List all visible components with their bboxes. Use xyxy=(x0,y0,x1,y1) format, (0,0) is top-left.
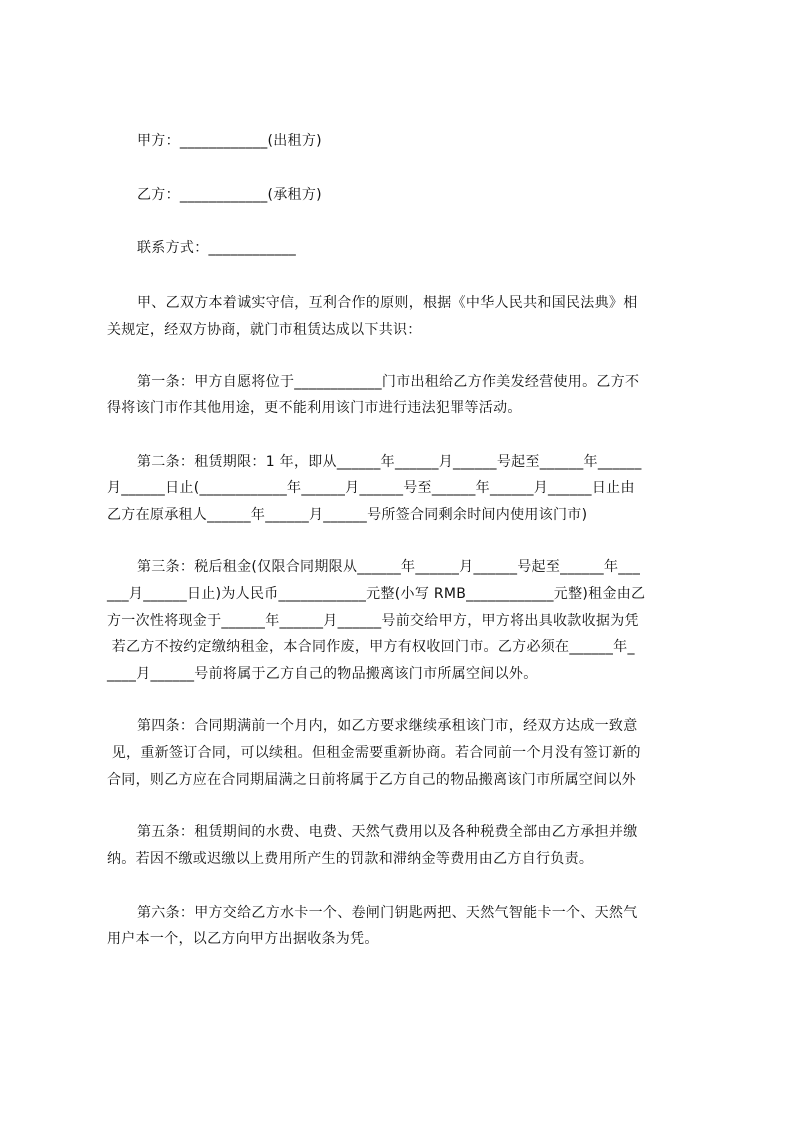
article-2-line-1: 第二条：租赁期限：1 年，即从______年______月______号起至______年______ xyxy=(137,454,642,470)
article-4-line-1: 第四条：合同期满前一个月内，如乙方要求继续承租该门市，经双方达成一致意 xyxy=(137,718,638,734)
article-1-line-2: 得将该门市作其他用途，更不能利用该门市进行违法犯罪等活动。 xyxy=(107,400,522,416)
article-3-line-4: 若乙方不按约定缴纳租金，本合同作废，甲方有权收回门市。乙方必须在______年_ xyxy=(107,639,635,655)
article-3-line-2: ___月______日止)为人民币____________元整(小写 RMB____________元整)租金由乙 xyxy=(107,586,646,602)
article-6-line-2: 用户本一个，以乙方向甲方出据收条为凭。 xyxy=(107,931,379,947)
party-a-line: 甲方：____________(出租方) xyxy=(137,133,322,149)
article-6-line-1: 第六条：甲方交给乙方水卡一个、卷闸门钥匙两把、天然气智能卡一个、天然气 xyxy=(137,905,638,921)
article-4-line-2: 见，重新签订合同，可以续租。但租金需要重新协商。若合同前一个月没有签订新的 xyxy=(107,745,641,761)
article-4-line-3: 合同，则乙方应在合同期届满之日前将属于乙方自己的物品搬离该门市所属空间以外 xyxy=(107,772,637,788)
article-5-line-1: 第五条：租赁期间的水费、电费、天然气费用以及各种税费全部由乙方承担并缴 xyxy=(137,824,638,840)
article-3-line-5: ____月______号前将属于乙方自己的物品搬离该门市所属空间以外。 xyxy=(107,666,538,682)
article-2-line-2: 月______日止(____________年______月______号至______年______月______日止由 xyxy=(107,480,635,496)
article-1-line-1: 第一条：甲方自愿将位于____________门市出租给乙方作美发经营使用。乙方不 xyxy=(137,374,640,390)
article-3-line-1: 第三条：税后租金(仅限合同期限从______年______月______号起至______年___ xyxy=(137,559,641,575)
intro-line-2: 关规定，经双方协商，就门市租赁达成以下共识： xyxy=(107,322,422,338)
party-b-line: 乙方：____________(承租方) xyxy=(137,187,322,203)
article-2-line-3: 乙方在原承租人______年______月______号所签合同剩余时间内使用该门市) xyxy=(107,507,588,523)
intro-line-1: 甲、乙双方本着诚实守信，互利合作的原则，根据《中华人民共和国民法典》相 xyxy=(137,295,638,311)
contact-line: 联系方式：____________ xyxy=(137,240,297,256)
article-3-line-3: 方一次性将现金于______年______月______号前交给甲方，甲方将出具收款收据为凭 xyxy=(107,613,639,629)
article-5-line-2: 纳。若因不缴或迟缴以上费用所产生的罚款和滞纳金等费用由乙方自行负责。 xyxy=(107,851,594,867)
